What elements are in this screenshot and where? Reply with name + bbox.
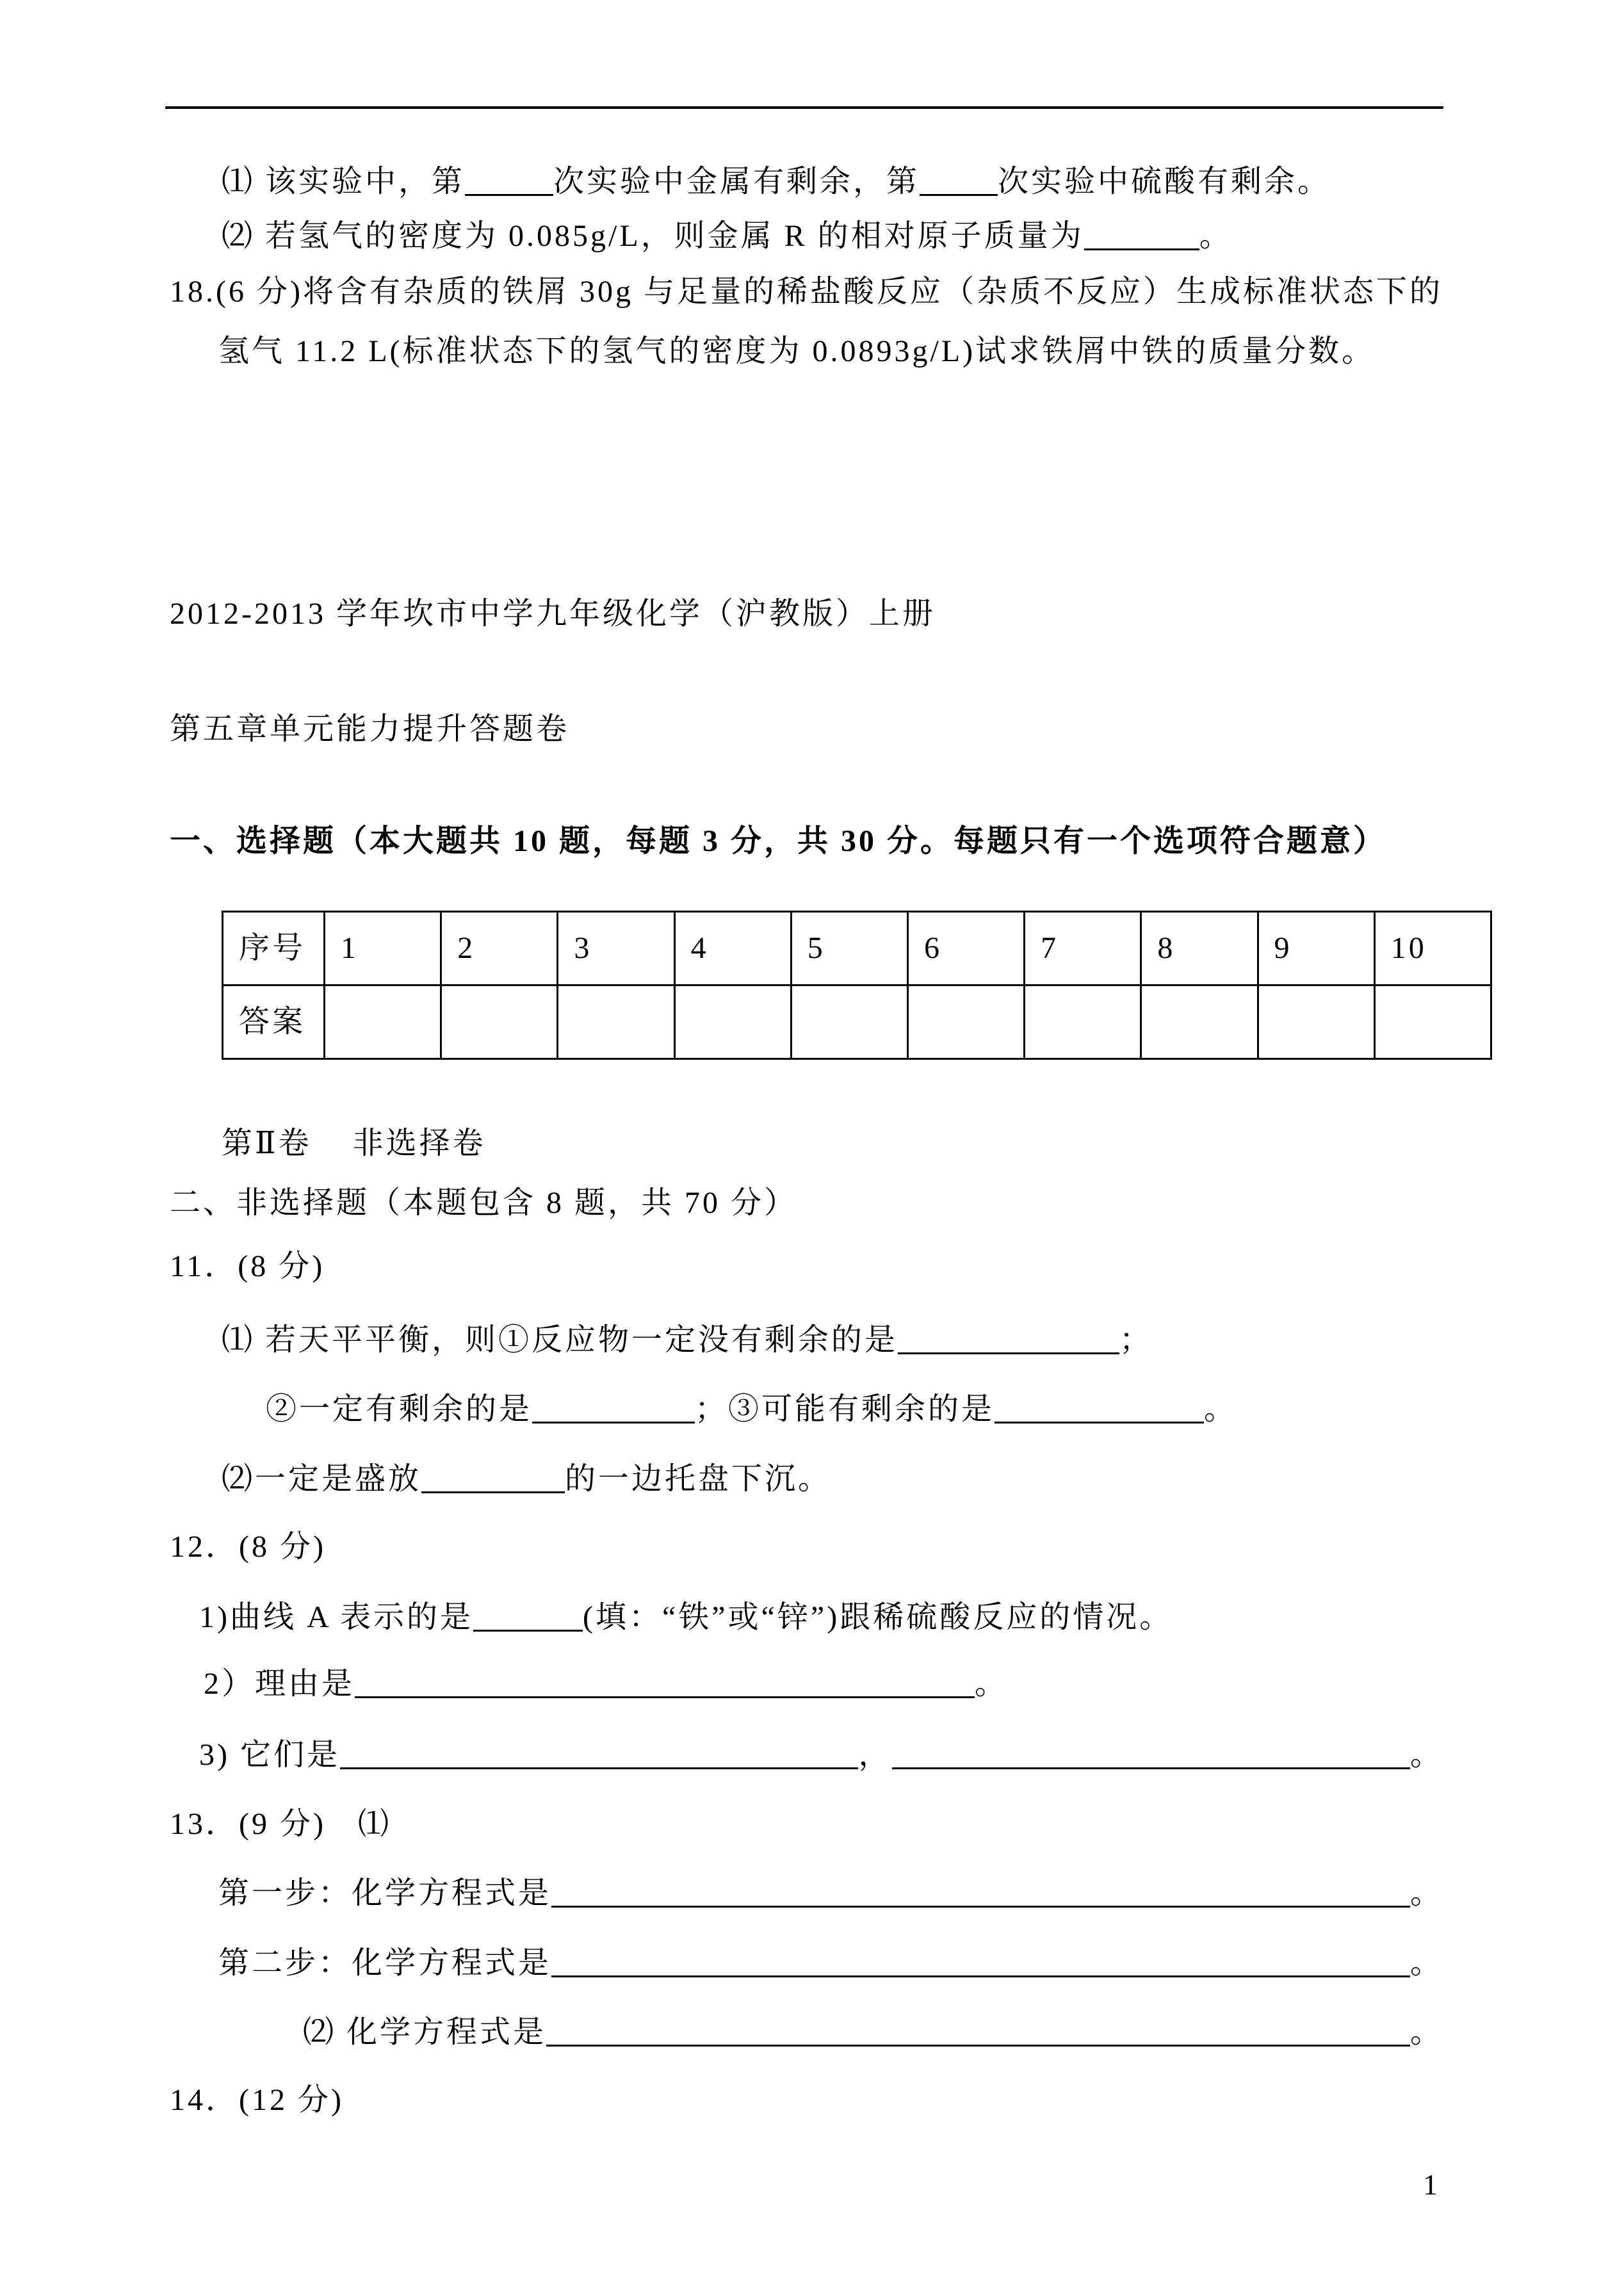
page-number: 1 <box>1423 2168 1438 2201</box>
q13-step2-text: 第二步：化学方程式是 <box>218 1946 552 1980</box>
number-row-label: 序号 <box>223 912 325 985</box>
q13-step2-line <box>218 1944 1443 1985</box>
answer-blank <box>546 2013 1410 2047</box>
q13-part2-line <box>303 2013 1443 2054</box>
q13-title <box>170 1805 1509 1846</box>
question-number-cell: 2 <box>441 912 558 985</box>
question-number-cell: 10 <box>1374 912 1491 985</box>
answer-cell <box>1258 985 1374 1059</box>
section2-heading-text: 二、非选择题（本题包含 8 题，共 70 分） <box>170 1186 798 1220</box>
q17-part2-line <box>222 217 1509 258</box>
answer-cell <box>907 985 1024 1059</box>
answer-blank <box>340 1736 858 1769</box>
q12-title-text: 12．(8 分) <box>170 1530 326 1564</box>
q14-title-text: 14．(12 分) <box>170 2083 344 2117</box>
q12-part3-text: ， <box>858 1738 892 1772</box>
answer-blank <box>995 1390 1204 1423</box>
answer-table <box>222 911 1492 1060</box>
q12-title <box>170 1528 1509 1569</box>
number-row <box>223 912 1491 985</box>
answer-cell <box>1141 985 1258 1059</box>
answer-row-label: 答案 <box>223 985 325 1059</box>
answer-blank <box>551 1944 1410 1977</box>
answer-blank <box>892 1736 1410 1769</box>
question-number-cell: 8 <box>1141 912 1258 985</box>
q11-part1b-text: ；③可能有剩余的是 <box>695 1392 995 1426</box>
q13-step2-text: 。 <box>1409 1946 1443 1980</box>
answer-sheet-title <box>170 595 1509 636</box>
answer-cell <box>1374 985 1491 1059</box>
q18-text: 18.(6 分)将含有杂质的铁屑 30g 与足量的稀盐酸反应（杂质不反应）生成标准状态下的 <box>170 275 1443 309</box>
q18-line-1 <box>170 273 1509 314</box>
q12-part1-text: (填：“铁”或“锌”)跟稀硫酸反应的情况。 <box>583 1600 1173 1634</box>
question-number-cell: 5 <box>791 912 907 985</box>
q13-title-text: 13．(9 分) <box>170 1807 326 1841</box>
answer-cell <box>441 985 558 1059</box>
answer-blank <box>421 1460 565 1493</box>
q18-line-2 <box>218 332 1509 373</box>
answer-sheet-subtitle-text: 第五章单元能力提升答题卷 <box>170 712 570 746</box>
q11-part1b-text: 。 <box>1204 1392 1238 1426</box>
answer-cell <box>1025 985 1141 1059</box>
section2-heading <box>170 1184 1509 1225</box>
q11-part1b-text: ②一定有剩余的是 <box>266 1392 533 1426</box>
question-number-cell: 9 <box>1258 912 1374 985</box>
q13-step1-line <box>218 1874 1443 1915</box>
q17-part2-text: ⑵ 若氢气的密度为 0.085g/L，则金属 R 的相对原子质量为 <box>222 219 1084 253</box>
header-rule <box>165 106 1443 109</box>
q17-part2-text: 。 <box>1199 219 1233 253</box>
q12-part2-text: 。 <box>975 1667 1009 1701</box>
answer-blank <box>1084 217 1199 250</box>
q14-title <box>170 2081 1509 2122</box>
q11-title-text: 11．(8 分) <box>170 1249 325 1283</box>
q12-part1-line <box>199 1598 1509 1639</box>
answer-cell <box>558 985 674 1059</box>
answer-blank <box>551 1874 1410 1908</box>
q18-text: 氢气 11.2 L(标准状态下的氢气的密度为 0.0893g/L)试求铁屑中铁的质量分数。 <box>218 334 1376 368</box>
q13-part1-marker: ⑴ <box>357 1807 391 1841</box>
answer-sheet-subtitle <box>170 710 1509 751</box>
volume-label <box>222 1124 1509 1165</box>
answer-blank <box>465 163 553 196</box>
question-number-cell: 6 <box>907 912 1024 985</box>
q13-part2-text: 。 <box>1409 2015 1443 2049</box>
q12-part1-text: 1)曲线 A 表示的是 <box>199 1600 474 1634</box>
question-number-cell: 7 <box>1025 912 1141 985</box>
answer-blank <box>473 1598 583 1632</box>
q13-part2-text: ⑵ 化学方程式是 <box>303 2015 547 2049</box>
q11-part2-line <box>222 1460 1509 1501</box>
q11-part1-line <box>222 1321 1509 1362</box>
volume-label-text: 第Ⅱ卷 非选择卷 <box>222 1126 486 1160</box>
q17-part1-line <box>222 163 1509 204</box>
answer-blank <box>355 1665 975 1698</box>
q13-step1-text: 第一步：化学方程式是 <box>218 1876 552 1910</box>
q11-part1-text: ； <box>1119 1323 1153 1357</box>
q12-part3-line <box>199 1736 1443 1777</box>
q12-part3-text: 。 <box>1409 1738 1443 1772</box>
answer-cell <box>674 985 791 1059</box>
section1-heading-text: 一、选择题（本大题共 10 题，每题 3 分，共 30 分。每题只有一个选项符合题意） <box>170 824 1387 858</box>
q11-part2-text: 的一边托盘下沉。 <box>565 1462 832 1496</box>
question-number-cell: 4 <box>674 912 791 985</box>
q17-part1-text: 次实验中硫酸有剩余。 <box>998 165 1331 199</box>
q13-step1-text: 。 <box>1409 1876 1443 1910</box>
answer-blank <box>898 1321 1119 1354</box>
q11-part1b-line <box>266 1390 1509 1431</box>
question-number-cell: 1 <box>325 912 441 985</box>
q11-part2-text: ⑵一定是盛放 <box>222 1462 422 1496</box>
q17-part1-text: ⑴ 该实验中，第 <box>222 165 466 199</box>
q12-part3-text: 3) 它们是 <box>199 1738 340 1772</box>
answer-blank <box>532 1390 695 1423</box>
section1-heading <box>170 822 1509 863</box>
answer-cell <box>791 985 907 1059</box>
answer-row <box>223 985 1491 1059</box>
q11-title <box>170 1247 1509 1288</box>
answer-sheet-title-text: 2012-2013 学年坎市中学九年级化学（沪教版）上册 <box>170 597 936 631</box>
question-number-cell: 3 <box>558 912 674 985</box>
q12-part2-text: 2）理由是 <box>204 1667 355 1701</box>
answer-cell <box>325 985 441 1059</box>
q17-part1-text: 次实验中金属有剩余，第 <box>553 165 920 199</box>
q11-part1-text: ⑴ 若天平平衡，则①反应物一定没有剩余的是 <box>222 1323 898 1357</box>
answer-blank <box>920 163 998 196</box>
q12-part2-line <box>204 1665 1509 1706</box>
